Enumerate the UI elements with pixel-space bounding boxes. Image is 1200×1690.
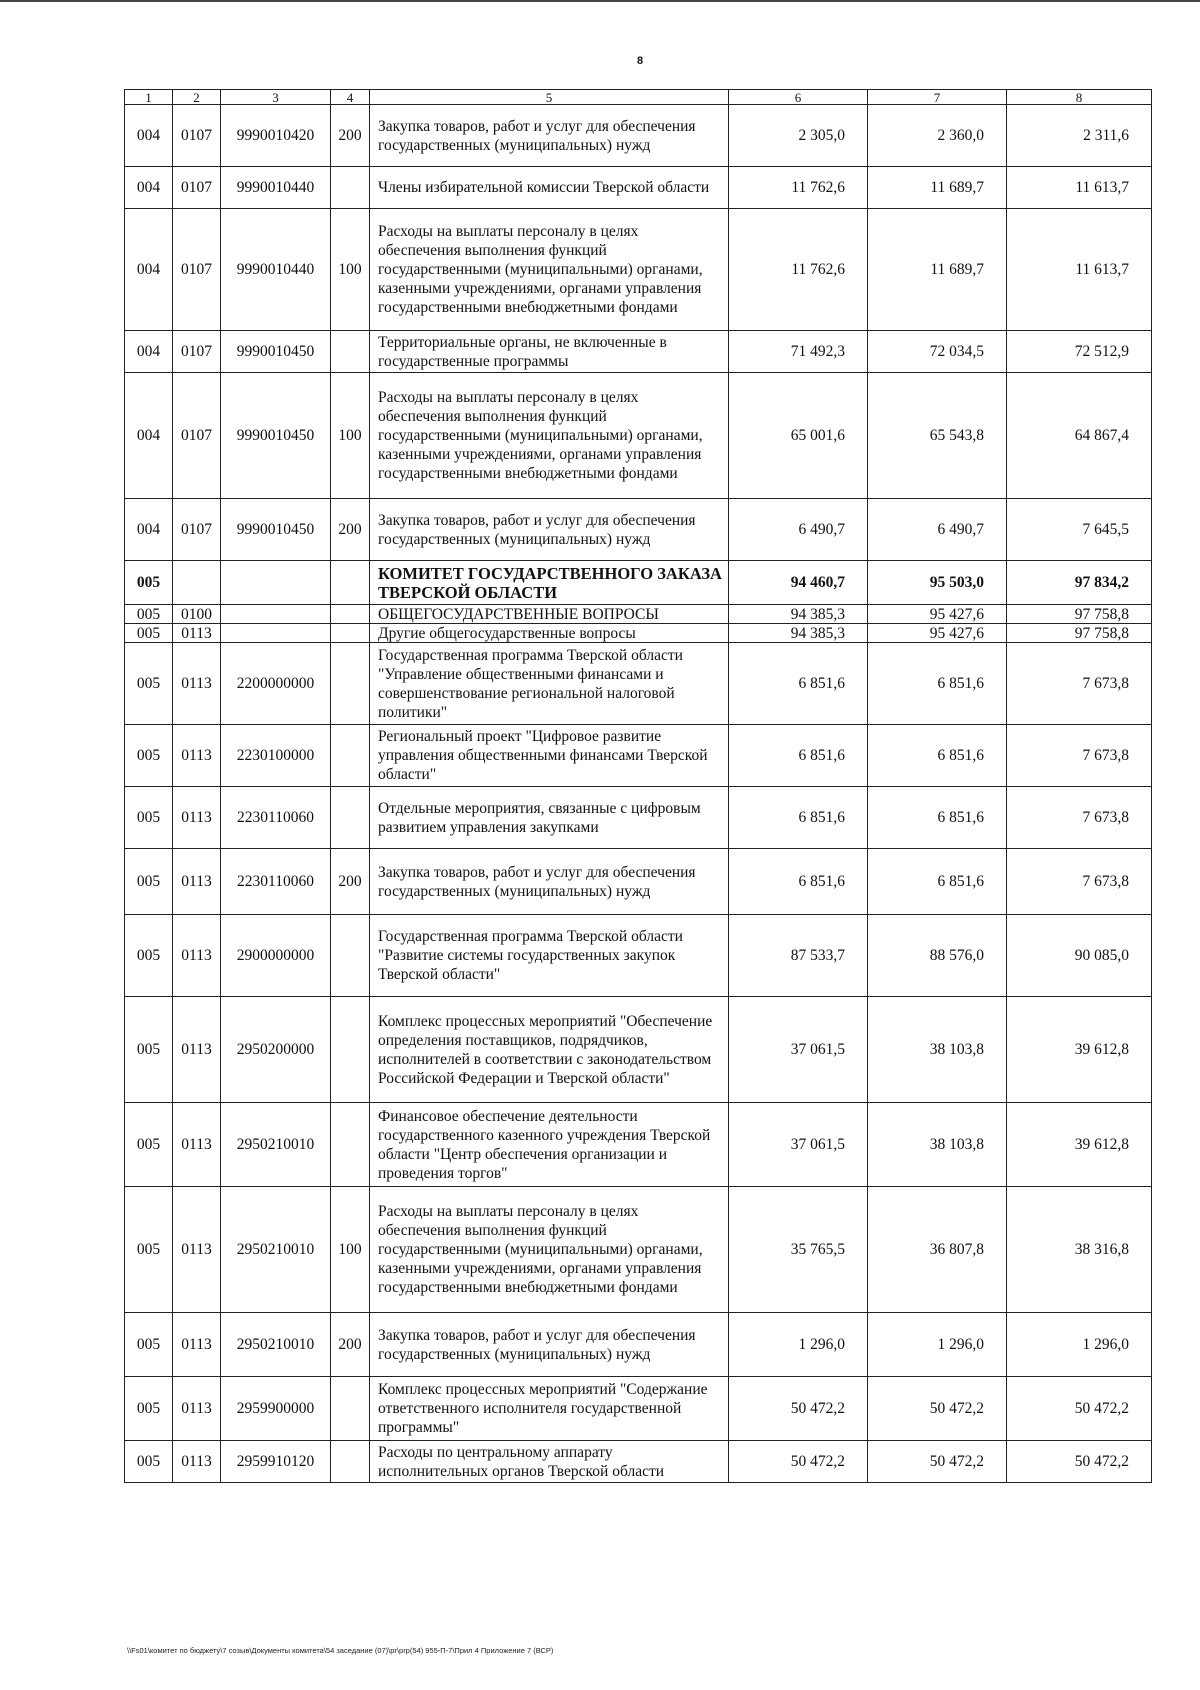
description-cell: Другие общегосударственные вопросы	[370, 624, 729, 643]
section-code-cell: 0113	[173, 915, 221, 997]
section-code-cell: 0113	[173, 1377, 221, 1441]
table-row	[125, 1313, 1152, 1377]
amount-year2-cell: 50 472,2	[868, 1441, 1007, 1483]
table-row	[125, 643, 1152, 725]
amount-year1-cell: 6 851,6	[729, 787, 868, 849]
expense-type-cell	[331, 725, 370, 787]
target-item-cell: 2200000000	[221, 643, 331, 725]
ministry-code-cell: 004	[125, 167, 173, 209]
amount-year3-cell: 7 645,5	[1007, 499, 1152, 561]
section-code-cell: 0107	[173, 105, 221, 167]
section-code-cell: 0113	[173, 624, 221, 643]
description-cell: Закупка товаров, работ и услуг для обеспечения государственных (муниципальных) нужд	[370, 499, 729, 561]
amount-year3-cell: 11 613,7	[1007, 209, 1152, 331]
footer-file-path: \\Fs01\комитет по бюджету\7 созыв\Документы комитета\54 заседание (07)\pr\prp(54) 955-П-7\Прил 4 Приложение 7 (ВСР)	[127, 1646, 554, 1655]
column-header: 3	[221, 90, 331, 105]
amount-year1-cell: 50 472,2	[729, 1377, 868, 1441]
target-item-cell: 2950200000	[221, 997, 331, 1103]
page-number: 8	[636, 55, 644, 67]
ministry-code-cell: 004	[125, 499, 173, 561]
section-code-cell: 0107	[173, 499, 221, 561]
target-item-cell: 2950210010	[221, 1313, 331, 1377]
expense-type-cell	[331, 624, 370, 643]
amount-year2-cell: 36 807,8	[868, 1187, 1007, 1313]
amount-year3-cell: 50 472,2	[1007, 1377, 1152, 1441]
amount-year3-cell: 2 311,6	[1007, 105, 1152, 167]
amount-year3-cell: 7 673,8	[1007, 725, 1152, 787]
section-code-cell: 0113	[173, 1313, 221, 1377]
ministry-code-cell: 005	[125, 1313, 173, 1377]
section-code-cell	[173, 561, 221, 605]
amount-year1-cell: 71 492,3	[729, 331, 868, 373]
amount-year1-cell: 50 472,2	[729, 1441, 868, 1483]
target-item-cell: 9990010450	[221, 499, 331, 561]
description-cell: Комплекс процессных мероприятий "Содержание ответственного исполнителя государственной программы"	[370, 1377, 729, 1441]
amount-year3-cell: 7 673,8	[1007, 849, 1152, 915]
amount-year1-cell: 37 061,5	[729, 1103, 868, 1187]
description-cell: Отдельные мероприятия, связанные с цифровым развитием управления закупками	[370, 787, 729, 849]
amount-year3-cell: 50 472,2	[1007, 1441, 1152, 1483]
amount-year2-cell: 50 472,2	[868, 1377, 1007, 1441]
ministry-code-cell: 005	[125, 605, 173, 624]
expense-type-cell	[331, 331, 370, 373]
amount-year3-cell: 1 296,0	[1007, 1313, 1152, 1377]
target-item-cell: 9990010450	[221, 331, 331, 373]
table-row	[125, 561, 1152, 605]
amount-year1-cell: 11 762,6	[729, 209, 868, 331]
section-code-cell: 0107	[173, 373, 221, 499]
section-code-cell: 0113	[173, 1187, 221, 1313]
section-code-cell: 0107	[173, 209, 221, 331]
target-item-cell: 2900000000	[221, 915, 331, 997]
description-cell: Расходы на выплаты персоналу в целях обеспечения выполнения функций государственными (муниципальными) органами, казенными учреждениями, органами управления государственными внебюджетными фондами	[370, 373, 729, 499]
section-code-cell: 0113	[173, 787, 221, 849]
column-header: 8	[1007, 90, 1152, 105]
amount-year1-cell: 6 851,6	[729, 725, 868, 787]
expense-type-cell: 100	[331, 373, 370, 499]
expense-type-cell	[331, 1377, 370, 1441]
amount-year3-cell: 97 758,8	[1007, 624, 1152, 643]
expense-type-cell	[331, 1103, 370, 1187]
table-row	[125, 997, 1152, 1103]
section-code-cell: 0107	[173, 331, 221, 373]
table-row	[125, 605, 1152, 624]
description-cell: КОМИТЕТ ГОСУДАРСТВЕННОГО ЗАКАЗА ТВЕРСКОЙ ОБЛАСТИ	[370, 561, 729, 605]
amount-year1-cell: 94 385,3	[729, 605, 868, 624]
section-code-cell: 0113	[173, 1103, 221, 1187]
amount-year3-cell: 97 758,8	[1007, 605, 1152, 624]
section-code-cell: 0113	[173, 997, 221, 1103]
ministry-code-cell: 005	[125, 915, 173, 997]
target-item-cell: 2230110060	[221, 849, 331, 915]
description-cell: Финансовое обеспечение деятельности государственного казенного учреждения Тверской области "Центр обеспечения организации и проведения торгов"	[370, 1103, 729, 1187]
section-code-cell: 0100	[173, 605, 221, 624]
expense-type-cell	[331, 787, 370, 849]
amount-year2-cell: 11 689,7	[868, 167, 1007, 209]
expense-type-cell	[331, 915, 370, 997]
section-code-cell: 0113	[173, 849, 221, 915]
target-item-cell: 9990010440	[221, 167, 331, 209]
expense-type-cell: 200	[331, 1313, 370, 1377]
ministry-code-cell: 005	[125, 624, 173, 643]
ministry-code-cell: 004	[125, 331, 173, 373]
amount-year2-cell: 38 103,8	[868, 1103, 1007, 1187]
section-code-cell: 0107	[173, 167, 221, 209]
table-row	[125, 1441, 1152, 1483]
column-header: 5	[370, 90, 729, 105]
target-item-cell: 2959900000	[221, 1377, 331, 1441]
table-row	[125, 849, 1152, 915]
section-code-cell: 0113	[173, 643, 221, 725]
expense-type-cell: 100	[331, 1187, 370, 1313]
column-header: 6	[729, 90, 868, 105]
table-row	[125, 167, 1152, 209]
amount-year3-cell: 38 316,8	[1007, 1187, 1152, 1313]
table-row	[125, 624, 1152, 643]
description-cell: Государственная программа Тверской области "Развитие системы государственных закупок Тверской области"	[370, 915, 729, 997]
amount-year3-cell: 97 834,2	[1007, 561, 1152, 605]
amount-year3-cell: 7 673,8	[1007, 787, 1152, 849]
amount-year3-cell: 64 867,4	[1007, 373, 1152, 499]
table-row	[125, 915, 1152, 997]
ministry-code-cell: 005	[125, 561, 173, 605]
amount-year1-cell: 87 533,7	[729, 915, 868, 997]
amount-year2-cell: 95 503,0	[868, 561, 1007, 605]
table-row	[125, 1377, 1152, 1441]
ministry-code-cell: 004	[125, 209, 173, 331]
ministry-code-cell: 005	[125, 725, 173, 787]
section-code-cell: 0113	[173, 1441, 221, 1483]
expense-type-cell	[331, 167, 370, 209]
page-top-edge	[0, 0, 1200, 2]
description-cell: Государственная программа Тверской области "Управление общественными финансами и совершенствование региональной налоговой политики"	[370, 643, 729, 725]
amount-year2-cell: 11 689,7	[868, 209, 1007, 331]
amount-year1-cell: 1 296,0	[729, 1313, 868, 1377]
expense-type-cell: 100	[331, 209, 370, 331]
amount-year2-cell: 2 360,0	[868, 105, 1007, 167]
ministry-code-cell: 005	[125, 643, 173, 725]
target-item-cell: 9990010440	[221, 209, 331, 331]
target-item-cell: 9990010450	[221, 373, 331, 499]
description-cell: Расходы на выплаты персоналу в целях обеспечения выполнения функций государственными (муниципальными) органами, казенными учреждениями, органами управления государственными внебюджетными фондами	[370, 1187, 729, 1313]
table-row	[125, 373, 1152, 499]
amount-year2-cell: 6 490,7	[868, 499, 1007, 561]
description-cell: Закупка товаров, работ и услуг для обеспечения государственных (муниципальных) нужд	[370, 1313, 729, 1377]
ministry-code-cell: 005	[125, 1187, 173, 1313]
amount-year2-cell: 6 851,6	[868, 849, 1007, 915]
description-cell: Расходы на выплаты персоналу в целях обеспечения выполнения функций государственными (муниципальными) органами, казенными учреждениями, органами управления государственными внебюджетными фондами	[370, 209, 729, 331]
amount-year1-cell: 2 305,0	[729, 105, 868, 167]
amount-year2-cell: 6 851,6	[868, 787, 1007, 849]
column-header: 1	[125, 90, 173, 105]
description-cell: Члены избирательной комиссии Тверской области	[370, 167, 729, 209]
expense-type-cell	[331, 997, 370, 1103]
table-row	[125, 209, 1152, 331]
target-item-cell: 2959910120	[221, 1441, 331, 1483]
ministry-code-cell: 005	[125, 997, 173, 1103]
amount-year2-cell: 6 851,6	[868, 643, 1007, 725]
amount-year1-cell: 6 490,7	[729, 499, 868, 561]
column-header: 7	[868, 90, 1007, 105]
expense-type-cell	[331, 643, 370, 725]
description-cell: Территориальные органы, не включенные в государственные программы	[370, 331, 729, 373]
target-item-cell	[221, 624, 331, 643]
amount-year3-cell: 39 612,8	[1007, 1103, 1152, 1187]
ministry-code-cell: 005	[125, 787, 173, 849]
ministry-code-cell: 004	[125, 373, 173, 499]
amount-year1-cell: 11 762,6	[729, 167, 868, 209]
amount-year1-cell: 6 851,6	[729, 849, 868, 915]
expense-type-cell	[331, 605, 370, 624]
description-cell: Комплекс процессных мероприятий "Обеспечение определения поставщиков, подрядчиков, исполнителей в соответствии с законодательством Российской Федерации и Тверской области"	[370, 997, 729, 1103]
amount-year2-cell: 95 427,6	[868, 624, 1007, 643]
table-row	[125, 1103, 1152, 1187]
target-item-cell: 2950210010	[221, 1103, 331, 1187]
amount-year1-cell: 94 385,3	[729, 624, 868, 643]
amount-year1-cell: 35 765,5	[729, 1187, 868, 1313]
column-number-row	[125, 90, 1152, 105]
ministry-code-cell: 005	[125, 849, 173, 915]
amount-year2-cell: 6 851,6	[868, 725, 1007, 787]
target-item-cell: 2230100000	[221, 725, 331, 787]
description-cell: Закупка товаров, работ и услуг для обеспечения государственных (муниципальных) нужд	[370, 849, 729, 915]
budget-table	[124, 89, 1152, 1483]
amount-year2-cell: 38 103,8	[868, 997, 1007, 1103]
amount-year2-cell: 72 034,5	[868, 331, 1007, 373]
target-item-cell	[221, 561, 331, 605]
table-row	[125, 105, 1152, 167]
ministry-code-cell: 005	[125, 1103, 173, 1187]
amount-year3-cell: 39 612,8	[1007, 997, 1152, 1103]
target-item-cell: 9990010420	[221, 105, 331, 167]
target-item-cell: 2230110060	[221, 787, 331, 849]
description-cell: Расходы по центральному аппарату исполнительных органов Тверской области	[370, 1441, 729, 1483]
table-row	[125, 499, 1152, 561]
target-item-cell	[221, 605, 331, 624]
description-cell: ОБЩЕГОСУДАРСТВЕННЫЕ ВОПРОСЫ	[370, 605, 729, 624]
amount-year2-cell: 65 543,8	[868, 373, 1007, 499]
table-row	[125, 787, 1152, 849]
table-row	[125, 331, 1152, 373]
amount-year1-cell: 6 851,6	[729, 643, 868, 725]
expense-type-cell: 200	[331, 499, 370, 561]
amount-year3-cell: 90 085,0	[1007, 915, 1152, 997]
ministry-code-cell: 005	[125, 1441, 173, 1483]
expense-type-cell	[331, 561, 370, 605]
expense-type-cell	[331, 1441, 370, 1483]
table-row	[125, 725, 1152, 787]
section-code-cell: 0113	[173, 725, 221, 787]
description-cell: Региональный проект "Цифровое развитие управления общественными финансами Тверской области"	[370, 725, 729, 787]
amount-year3-cell: 11 613,7	[1007, 167, 1152, 209]
amount-year1-cell: 37 061,5	[729, 997, 868, 1103]
column-header: 4	[331, 90, 370, 105]
description-cell: Закупка товаров, работ и услуг для обеспечения государственных (муниципальных) нужд	[370, 105, 729, 167]
amount-year2-cell: 95 427,6	[868, 605, 1007, 624]
expense-type-cell: 200	[331, 105, 370, 167]
amount-year3-cell: 72 512,9	[1007, 331, 1152, 373]
ministry-code-cell: 005	[125, 1377, 173, 1441]
target-item-cell: 2950210010	[221, 1187, 331, 1313]
expense-type-cell: 200	[331, 849, 370, 915]
column-header: 2	[173, 90, 221, 105]
table-row	[125, 1187, 1152, 1313]
ministry-code-cell: 004	[125, 105, 173, 167]
amount-year2-cell: 88 576,0	[868, 915, 1007, 997]
amount-year1-cell: 65 001,6	[729, 373, 868, 499]
amount-year1-cell: 94 460,7	[729, 561, 868, 605]
amount-year2-cell: 1 296,0	[868, 1313, 1007, 1377]
amount-year3-cell: 7 673,8	[1007, 643, 1152, 725]
